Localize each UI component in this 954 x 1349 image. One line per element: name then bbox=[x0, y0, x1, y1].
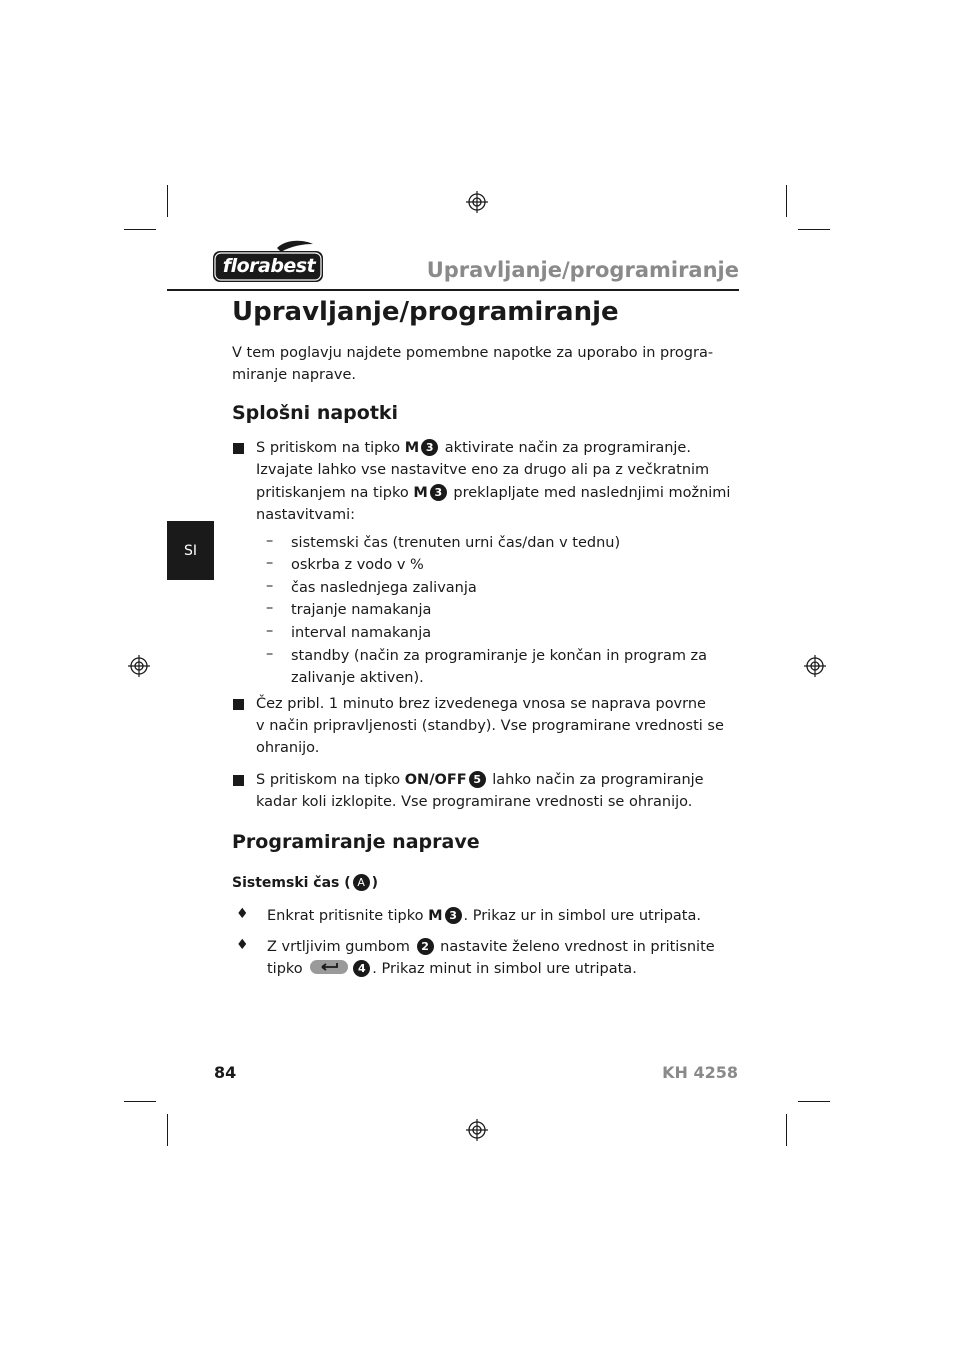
list-item: oskrba z vodo v % bbox=[291, 557, 424, 573]
crop-mark bbox=[798, 229, 830, 230]
page-number: 84 bbox=[214, 1063, 237, 1082]
list-item: trajanje namakanja bbox=[291, 602, 432, 618]
bullet-text: nastavitvami: bbox=[256, 507, 356, 523]
dash-bullet: – bbox=[266, 533, 274, 549]
list-item: interval namakanja bbox=[291, 625, 432, 641]
step-text: Z vrtljivim gumbom 2 nastavite želeno vrednost in pritisnite bbox=[267, 939, 715, 955]
crop-mark bbox=[167, 185, 168, 217]
step-text: Enkrat pritisnite tipko M 3 . Prikaz ur in simbol ure utripata. bbox=[267, 908, 701, 924]
dash-bullet: – bbox=[266, 578, 274, 594]
bullet-square bbox=[233, 443, 244, 454]
page-title: Upravljanje/programiranje bbox=[232, 297, 619, 327]
logo-text: florabest bbox=[222, 255, 316, 277]
dash-bullet: – bbox=[266, 646, 274, 662]
diamond-bullet-icon: ♦ bbox=[236, 937, 249, 953]
header-title: Upravljanje/programiranje bbox=[426, 258, 739, 282]
bullet-text: ohranijo. bbox=[256, 740, 320, 756]
registration-mark-icon bbox=[466, 191, 488, 213]
crop-mark bbox=[167, 1114, 168, 1146]
number-circle: 5 bbox=[469, 771, 486, 788]
dash-bullet: – bbox=[266, 623, 274, 639]
key-m: M bbox=[428, 908, 443, 924]
crop-mark bbox=[798, 1101, 830, 1102]
registration-mark-icon bbox=[466, 1119, 488, 1141]
registration-mark-icon bbox=[804, 655, 826, 677]
list-item: čas naslednjega zalivanja bbox=[291, 580, 477, 596]
section-heading: Programiranje naprave bbox=[232, 831, 480, 853]
intro-line: V tem poglavju najdete pomembne napotke za uporabo in progra- bbox=[232, 345, 714, 361]
crop-mark bbox=[786, 185, 787, 217]
key-m: M bbox=[404, 440, 420, 456]
number-circle: 3 bbox=[421, 439, 438, 456]
bullet-text: v način pripravljenosti (standby). Vse programirane vrednosti se bbox=[256, 718, 724, 734]
bullet-text: S pritiskom na tipko M 3 aktivirate način za programiranje. bbox=[256, 440, 691, 456]
intro-line: miranje naprave. bbox=[232, 367, 356, 383]
number-circle: 3 bbox=[430, 484, 447, 501]
crop-mark bbox=[786, 1114, 787, 1146]
list-item: zalivanje aktiven). bbox=[291, 670, 424, 686]
step-text: tipko 4 . Prikaz minut in simbol ure utripata. bbox=[267, 961, 637, 977]
dash-bullet: – bbox=[266, 555, 274, 571]
bullet-square bbox=[233, 699, 244, 710]
bullet-square bbox=[233, 775, 244, 786]
crop-mark bbox=[124, 229, 156, 230]
bullet-text: pritiskanjem na tipko M 3 preklapljate med naslednjimi možnimi bbox=[256, 485, 731, 501]
bullet-text: Čez pribl. 1 minuto brez izvedenega vnosa se naprava povrne bbox=[256, 696, 706, 712]
number-circle: 2 bbox=[417, 938, 434, 955]
number-circle: 3 bbox=[445, 907, 462, 924]
language-tab: SI bbox=[167, 521, 214, 580]
bullet-text: Izvajate lahko vse nastavitve eno za drugo ali pa z večkratnim bbox=[256, 462, 710, 478]
list-item: sistemski čas (trenuten urni čas/dan v tednu) bbox=[291, 535, 621, 551]
crop-mark bbox=[124, 1101, 156, 1102]
model-number: KH 4258 bbox=[662, 1063, 738, 1082]
bullet-text: S pritiskom na tipko ON/OFF 5 lahko način za programiranje bbox=[256, 772, 704, 788]
diamond-bullet-icon: ♦ bbox=[236, 906, 249, 922]
key-m: M bbox=[413, 485, 428, 501]
list-item: standby (način za programiranje je končan in program za bbox=[291, 648, 708, 664]
letter-circle: A bbox=[353, 874, 370, 891]
enter-key-icon bbox=[310, 960, 348, 974]
header-rule bbox=[167, 289, 739, 291]
subsection-heading: Sistemski čas ( A ) bbox=[232, 875, 379, 891]
bullet-text: kadar koli izklopite. Vse programirane vrednosti se ohranijo. bbox=[256, 794, 693, 810]
number-circle: 4 bbox=[353, 960, 370, 977]
registration-mark-icon bbox=[128, 655, 150, 677]
section-heading: Splošni napotki bbox=[232, 402, 399, 424]
dash-bullet: – bbox=[266, 600, 274, 616]
key-onoff: ON/OFF bbox=[404, 772, 467, 788]
